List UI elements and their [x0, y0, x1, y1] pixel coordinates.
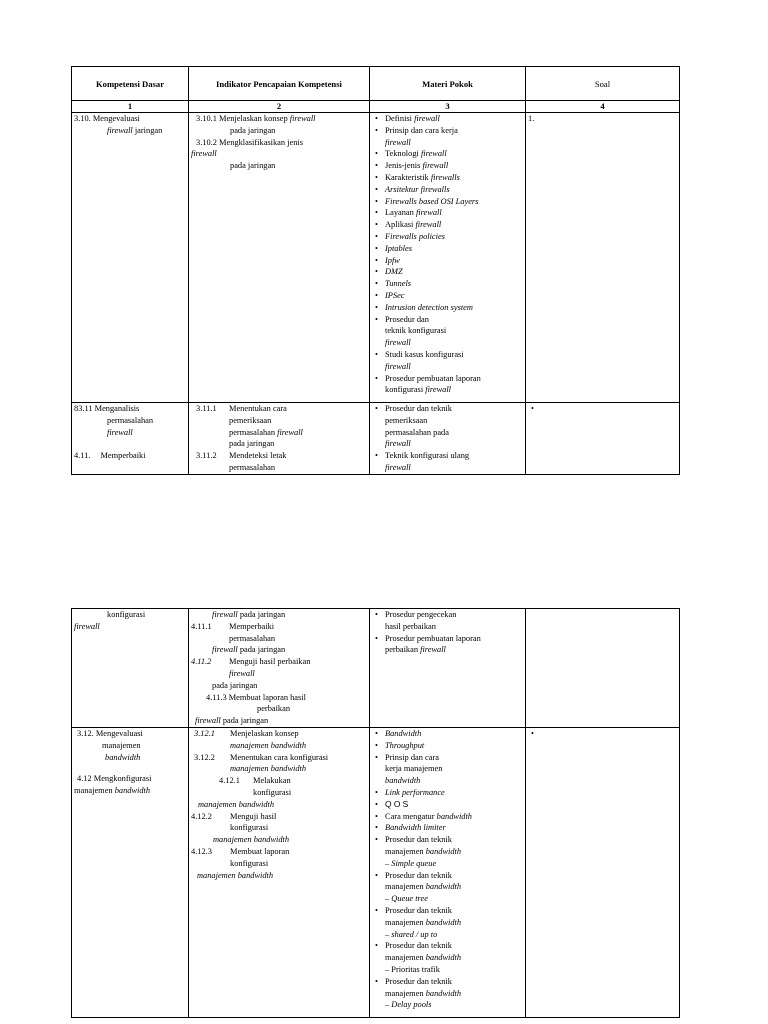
item-text: hasil perbaikan — [385, 621, 436, 631]
list-item — [385, 940, 523, 975]
item-text: Firewalls based OSI Layers — [385, 196, 479, 206]
kd-text: manajemen — [74, 786, 115, 796]
kd-text: konfigurasi — [107, 610, 146, 619]
item-text: Bandwidth limiter — [385, 823, 446, 833]
indicator-text: 3.10.2 Mengklasifikasikan jenis — [196, 137, 303, 147]
list-item — [385, 207, 523, 219]
kd-text: bandwidth — [114, 786, 151, 796]
item-text: • Teknik konfigurasi ulang — [385, 451, 470, 461]
item-text: teknik konfigurasi — [385, 326, 447, 336]
list-item — [385, 172, 523, 184]
competency-table-2 — [71, 608, 680, 1018]
materi-list — [372, 728, 523, 1011]
indicator-text: 3.10.1 Menjelaskan konsep — [196, 114, 290, 123]
item-text: Jenis-jenis — [385, 161, 423, 171]
item-text: firewall — [422, 161, 449, 171]
list-item — [385, 266, 523, 278]
materi-cell — [370, 113, 526, 403]
indicator-text: konfigurasi — [230, 858, 269, 868]
column-number: 4 — [526, 101, 680, 113]
kd-text: bandwidth — [105, 752, 141, 762]
list-item — [385, 787, 523, 799]
item-text: firewall — [425, 385, 451, 395]
indicator-text: firewall — [277, 427, 303, 437]
list-item — [385, 255, 523, 267]
list-item — [385, 976, 523, 1011]
indicator-text: pada jaringan — [212, 680, 258, 690]
item-text: Firewalls policies — [385, 231, 445, 241]
indicator-text: Mendeteksi letak — [229, 451, 287, 461]
indicator-text: manajemen bandwidth — [230, 764, 307, 774]
list-item — [385, 125, 523, 149]
indicator-text: 3.11.1 — [196, 404, 217, 413]
item-text: konfigurasi — [385, 385, 426, 395]
item-text: • Prinsip dan cara kerja — [385, 125, 458, 135]
item-text: firewall — [420, 645, 446, 655]
table-row — [72, 403, 680, 475]
indicator-text: pada jaringan — [230, 125, 276, 135]
item-text: bandwidth — [425, 846, 462, 856]
item-text: Q O S — [385, 798, 409, 809]
item-text: bandwidth — [385, 776, 421, 786]
indicator-text: pada jaringan — [230, 161, 276, 171]
item-text: Aplikasi — [385, 220, 416, 230]
item-text: • Prosedur dan teknik — [385, 905, 452, 915]
item-text: • Prosedur pengecekan — [385, 610, 457, 619]
item-text: – Queue tree — [385, 894, 428, 904]
kd-cell — [72, 403, 189, 475]
item-text: • Prosedur dan — [385, 314, 429, 324]
item-text: firewall — [385, 338, 411, 348]
indicator-text: firewall — [212, 610, 238, 619]
indicator-text: pemeriksaan — [229, 415, 272, 425]
indicator-text: firewall — [212, 645, 238, 655]
indicator-text: 4.12.3 — [191, 846, 212, 856]
item-text: Cara mengatur — [385, 811, 437, 821]
list-item — [385, 905, 523, 940]
item-text: – Prioritas trafik — [385, 964, 440, 974]
kd-text: firewall — [74, 621, 100, 631]
item-text: firewall — [385, 137, 411, 147]
item-text: manajemen — [385, 882, 426, 892]
item-text: • Prosedur dan teknik — [385, 404, 452, 413]
list-item — [385, 609, 523, 633]
table-row — [72, 113, 680, 403]
indicator-text: 4.11.3 Membuat laporan hasil — [206, 692, 306, 702]
item-text: perbaikan — [385, 645, 421, 655]
item-text: bandwidth — [425, 988, 462, 998]
item-text: firewall — [385, 361, 411, 371]
item-text: manajemen — [385, 917, 426, 927]
indicator-text: pada jaringan — [220, 716, 269, 726]
indicator-text: Menguji hasil perbaikan — [229, 657, 311, 667]
item-text: bandwidth — [425, 882, 462, 892]
indicator-text: permasalahan — [229, 462, 276, 472]
header-materi-pokok: Materi Pokok — [370, 67, 526, 101]
list-item — [385, 160, 523, 172]
list-item — [385, 752, 523, 787]
item-text: Link performance — [385, 787, 445, 797]
indicator-text: pada jaringan — [237, 645, 286, 655]
indicator-text: Menentukan cara konfigurasi — [230, 752, 329, 762]
list-item — [385, 184, 523, 196]
item-text: permasalahan pada — [385, 427, 449, 437]
kd-cell — [72, 113, 189, 403]
header-indikator: Indikator Pencapaian Kompetensi — [189, 67, 370, 101]
materi-cell — [370, 403, 526, 475]
item-text: Throughput — [385, 740, 425, 750]
kd-text: manajemen — [102, 740, 141, 750]
indicator-text: manajemen bandwidth — [230, 740, 307, 750]
item-text: pemeriksaan — [385, 415, 428, 425]
indicator-text: pada jaringan — [229, 439, 275, 449]
item-text: • Prosedur dan teknik — [385, 941, 452, 951]
item-text: Tunnels — [385, 279, 412, 289]
kd-text: jaringan — [132, 125, 163, 135]
indicator-text: konfigurasi — [253, 787, 292, 797]
indicator-cell — [189, 403, 370, 475]
item-text: firewall — [385, 439, 411, 449]
list-item — [385, 450, 523, 474]
item-text: IPSec — [385, 290, 405, 300]
item-text: firewall — [414, 114, 440, 123]
soal-cell — [526, 727, 680, 1017]
list-item — [385, 243, 523, 255]
indicator-text: Menjelaskan konsep — [230, 728, 299, 738]
list-item — [385, 219, 523, 231]
item-text: firewall — [415, 208, 442, 218]
indicator-text: 3.11.2 — [196, 451, 217, 461]
indicator-text: perbaikan — [257, 704, 291, 714]
soal-cell — [526, 609, 680, 728]
item-text: • Prosedur dan teknik — [385, 835, 452, 845]
list-item — [385, 278, 523, 290]
item-text: Bandwidth — [385, 728, 422, 738]
indicator-text: manajemen bandwidth — [213, 835, 290, 845]
table-row — [72, 609, 680, 728]
indicator-text: firewall — [195, 716, 221, 726]
item-text: bandwidth — [425, 917, 462, 927]
item-text: bandwidth — [425, 953, 462, 963]
column-number: 2 — [189, 101, 370, 113]
list-item — [385, 728, 523, 740]
header-row — [72, 67, 680, 101]
item-text: Layanan — [385, 208, 416, 218]
list-item — [385, 196, 523, 208]
item-text: firewall — [420, 149, 447, 159]
header-kompetensi-dasar: Kompetensi Dasar — [72, 67, 189, 101]
indicator-text: 3.12.2 — [194, 752, 215, 762]
number-row — [72, 101, 680, 113]
list-item — [385, 799, 523, 811]
item-text: • Prosedur pembuatan laporan — [385, 373, 481, 383]
list-item — [385, 822, 523, 834]
soal-text: • — [531, 728, 534, 738]
materi-list — [372, 609, 523, 656]
item-text: DMZ — [385, 267, 403, 277]
column-number: 1 — [72, 101, 189, 113]
indicator-cell — [189, 727, 370, 1017]
list-item — [385, 633, 523, 657]
soal-text: 1. — [528, 114, 535, 123]
indicator-text: 4.12.1 — [219, 776, 240, 786]
kd-text: 3.12. Mengevaluasi — [77, 728, 143, 738]
item-text: Iptables — [385, 243, 412, 253]
item-text: • Prinsip dan cara — [385, 752, 439, 762]
list-item — [385, 302, 523, 314]
item-text: • Prosedur dan teknik — [385, 976, 452, 986]
item-text: • Studi kasus konfigurasi — [385, 349, 464, 359]
indicator-text: manajemen bandwidth — [198, 799, 275, 809]
kd-text: Memperbaiki — [100, 451, 146, 461]
soal-cell — [526, 113, 680, 403]
list-item — [385, 834, 523, 869]
item-text: – Simple queue — [385, 858, 437, 868]
table-row — [72, 727, 680, 1017]
list-item — [385, 403, 523, 450]
item-text: – Delay pools — [385, 1000, 432, 1010]
indicator-text: Memperbaiki — [229, 621, 275, 631]
item-text: manajemen — [385, 953, 426, 963]
materi-list — [372, 403, 523, 474]
indicator-text: Menguji hasil — [230, 811, 277, 821]
materi-cell — [370, 609, 526, 728]
list-item — [385, 148, 523, 160]
indicator-text: firewall — [229, 668, 255, 678]
header-soal: Soal — [526, 67, 680, 101]
list-item — [385, 113, 523, 125]
item-text: Intrusion detection system — [385, 302, 473, 312]
item-text: Arsitektur firewalls — [385, 184, 450, 194]
indicator-text: Menentukan cara — [229, 404, 287, 413]
kd-text: 83.11 Menganalisis — [74, 404, 140, 413]
indicator-cell — [189, 609, 370, 728]
item-text: firewall — [385, 462, 411, 472]
item-text: Definisi — [385, 114, 415, 123]
indicator-text: Melakukan — [253, 776, 291, 786]
list-item — [385, 870, 523, 905]
item-text: Ipfw — [385, 255, 400, 265]
indicator-text: 4.11.1 — [191, 621, 212, 631]
indicator-text: manajemen bandwidth — [197, 870, 274, 880]
kd-text: permasalahan — [107, 415, 154, 425]
item-text: • Prosedur dan teknik — [385, 870, 452, 880]
kd-cell — [72, 727, 189, 1017]
item-text: – shared / up to — [385, 929, 438, 939]
kd-text: firewall — [107, 125, 133, 135]
item-text: kerja manajemen — [385, 764, 443, 774]
indicator-text: 4.11.2 — [191, 657, 212, 667]
item-text: firewall — [415, 220, 442, 230]
column-number: 3 — [370, 101, 526, 113]
item-text: Karakteristik — [385, 172, 431, 182]
materi-cell — [370, 727, 526, 1017]
soal-cell — [526, 403, 680, 475]
item-text: Teknologi — [385, 149, 421, 159]
item-text: bandwidth — [436, 811, 472, 821]
list-item — [385, 290, 523, 302]
indicator-text: Membuat laporan — [230, 846, 290, 856]
item-text: manajemen — [385, 846, 426, 856]
indicator-text: pada jaringan — [237, 610, 286, 619]
indicator-text: firewall — [191, 149, 217, 159]
materi-list — [372, 113, 523, 396]
indicator-text: firewall — [289, 114, 316, 123]
list-item — [385, 349, 523, 373]
kd-text: 3.10. Mengevaluasi — [74, 114, 140, 123]
list-item — [385, 811, 523, 823]
indicator-text: 3.12.1 — [194, 728, 215, 738]
indicator-cell — [189, 113, 370, 403]
indicator-text: konfigurasi — [230, 823, 269, 833]
item-text: • Prosedur pembuatan laporan — [385, 633, 481, 643]
list-item — [385, 740, 523, 752]
item-text: manajemen — [385, 988, 426, 998]
indicator-text: 4.12.2 — [191, 811, 212, 821]
kd-cell — [72, 609, 189, 728]
competency-table-1 — [71, 66, 680, 475]
indicator-text: permasalahan — [229, 633, 276, 643]
list-item — [385, 314, 523, 349]
list-item — [385, 373, 523, 397]
kd-text: 4.12 Mengkonfigurasi — [77, 774, 152, 784]
item-text: firewalls — [430, 172, 460, 182]
list-item — [385, 231, 523, 243]
kd-text: 4.11. — [74, 451, 91, 461]
indicator-text: permasalahan — [229, 427, 278, 437]
kd-text: firewall — [107, 427, 133, 437]
soal-text: • — [531, 404, 534, 413]
